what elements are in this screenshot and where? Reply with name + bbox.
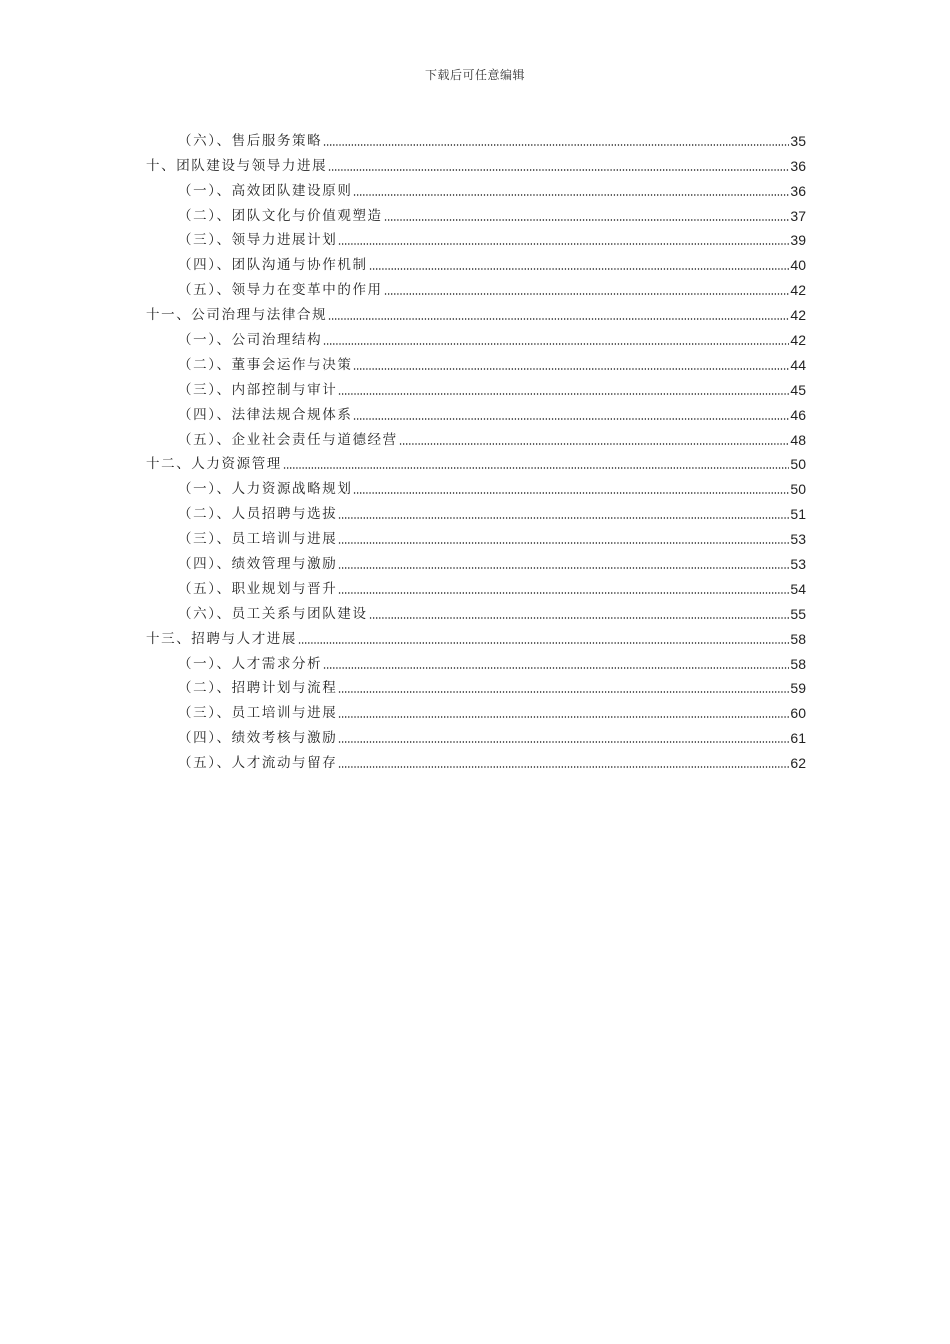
toc-section-entry[interactable] bbox=[146, 175, 806, 200]
toc-entry-title: （三）、内部控制与审计 bbox=[178, 381, 338, 398]
toc-entry-title: （一）、人力资源战略规划 bbox=[178, 481, 353, 498]
toc-entry-title: 十、团队建设与领导力进展 bbox=[146, 157, 328, 174]
toc-dot-leader bbox=[283, 467, 790, 469]
toc-entry-page-number: 42 bbox=[790, 282, 806, 299]
toc-dot-leader bbox=[298, 642, 789, 644]
toc-section-entry[interactable] bbox=[146, 498, 806, 523]
toc-section-entry[interactable] bbox=[146, 747, 806, 772]
toc-dot-leader bbox=[353, 368, 789, 370]
toc-entry-page-number: 50 bbox=[790, 481, 806, 498]
toc-entry-page-number: 35 bbox=[790, 132, 806, 149]
toc-dot-leader bbox=[338, 393, 789, 395]
toc-entry-title: 十二、人力资源管理 bbox=[146, 456, 282, 473]
toc-entry-page-number: 53 bbox=[790, 556, 806, 573]
toc-entry-page-number: 46 bbox=[790, 406, 806, 423]
toc-dot-leader bbox=[384, 293, 790, 295]
toc-dot-leader bbox=[369, 617, 790, 619]
toc-dot-leader bbox=[338, 592, 789, 594]
toc-entry-title: （五）、领导力在变革中的作用 bbox=[178, 282, 383, 299]
toc-entry-title: （四）、绩效管理与激励 bbox=[178, 556, 338, 573]
toc-entry-title: （四）、团队沟通与协作机制 bbox=[178, 257, 368, 274]
toc-entry-page-number: 60 bbox=[790, 705, 806, 722]
toc-entry-title: 十三、招聘与人才进展 bbox=[146, 630, 297, 647]
toc-entry-page-number: 37 bbox=[790, 207, 806, 224]
toc-dot-leader bbox=[353, 418, 789, 420]
toc-entry-page-number: 36 bbox=[790, 182, 806, 199]
toc-entry-page-number: 55 bbox=[790, 605, 806, 622]
toc-entry-title: （五）、职业规划与晋升 bbox=[178, 580, 338, 597]
toc-dot-leader bbox=[323, 667, 789, 669]
toc-chapter-entry[interactable] bbox=[146, 623, 806, 648]
toc-chapter-entry[interactable] bbox=[146, 299, 806, 324]
toc-entry-title: 十一、公司治理与法律合规 bbox=[146, 307, 328, 324]
toc-entry-title: （六）、员工关系与团队建设 bbox=[178, 605, 368, 622]
toc-dot-leader bbox=[353, 492, 789, 494]
toc-entry-page-number: 51 bbox=[790, 506, 806, 523]
toc-dot-leader bbox=[338, 567, 789, 569]
toc-dot-leader bbox=[328, 169, 789, 171]
toc-entry-page-number: 59 bbox=[790, 680, 806, 697]
toc-dot-leader bbox=[323, 144, 789, 146]
toc-entry-title: （一）、人才需求分析 bbox=[178, 655, 323, 672]
toc-section-entry[interactable] bbox=[146, 424, 806, 449]
toc-entry-page-number: 54 bbox=[790, 580, 806, 597]
toc-entry-page-number: 48 bbox=[790, 431, 806, 448]
toc-section-entry[interactable] bbox=[146, 249, 806, 274]
toc-entry-page-number: 45 bbox=[790, 381, 806, 398]
toc-dot-leader bbox=[338, 517, 789, 519]
toc-entry-title: （二）、团队文化与价值观塑造 bbox=[178, 207, 383, 224]
toc-entry-page-number: 39 bbox=[790, 232, 806, 249]
toc-section-entry[interactable] bbox=[146, 473, 806, 498]
toc-entry-title: （四）、绩效考核与激励 bbox=[178, 730, 338, 747]
toc-dot-leader bbox=[323, 343, 789, 345]
toc-section-entry[interactable] bbox=[146, 722, 806, 747]
toc-entry-page-number: 40 bbox=[790, 257, 806, 274]
toc-section-entry[interactable] bbox=[146, 399, 806, 424]
toc-section-entry[interactable] bbox=[146, 548, 806, 573]
toc-dot-leader bbox=[353, 194, 789, 196]
toc-entry-title: （五）、企业社会责任与道德经营 bbox=[178, 431, 398, 448]
toc-section-entry[interactable] bbox=[146, 274, 806, 299]
toc-section-entry[interactable] bbox=[146, 374, 806, 399]
toc-entry-title: （四）、法律法规合规体系 bbox=[178, 406, 353, 423]
toc-section-entry[interactable] bbox=[146, 673, 806, 698]
toc-chapter-entry[interactable] bbox=[146, 150, 806, 175]
toc-dot-leader bbox=[338, 716, 789, 718]
toc-entry-page-number: 50 bbox=[790, 456, 806, 473]
table-of-contents bbox=[146, 125, 806, 772]
toc-entry-title: （五）、人才流动与留存 bbox=[178, 755, 338, 772]
toc-entry-title: （一）、高效团队建设原则 bbox=[178, 182, 353, 199]
toc-dot-leader bbox=[384, 219, 790, 221]
toc-entry-title: （三）、员工培训与进展 bbox=[178, 531, 338, 548]
toc-entry-page-number: 44 bbox=[790, 356, 806, 373]
toc-entry-page-number: 58 bbox=[790, 655, 806, 672]
toc-entry-title: （三）、领导力进展计划 bbox=[178, 232, 338, 249]
toc-dot-leader bbox=[338, 741, 789, 743]
toc-section-entry[interactable] bbox=[146, 324, 806, 349]
toc-dot-leader bbox=[399, 443, 790, 445]
toc-section-entry[interactable] bbox=[146, 598, 806, 623]
toc-section-entry[interactable] bbox=[146, 125, 806, 150]
toc-section-entry[interactable] bbox=[146, 697, 806, 722]
toc-entry-page-number: 62 bbox=[790, 755, 806, 772]
toc-entry-page-number: 61 bbox=[790, 730, 806, 747]
toc-entry-title: （六）、售后服务策略 bbox=[178, 132, 323, 149]
toc-section-entry[interactable] bbox=[146, 200, 806, 225]
toc-entry-title: （一）、公司治理结构 bbox=[178, 332, 323, 349]
toc-entry-page-number: 42 bbox=[790, 307, 806, 324]
toc-dot-leader bbox=[338, 243, 789, 245]
toc-entry-title: （二）、董事会运作与决策 bbox=[178, 356, 353, 373]
toc-section-entry[interactable] bbox=[146, 349, 806, 374]
toc-entry-page-number: 53 bbox=[790, 531, 806, 548]
page-header: 下载后可任意编辑 bbox=[424, 68, 525, 82]
toc-entry-page-number: 58 bbox=[790, 630, 806, 647]
toc-section-entry[interactable] bbox=[146, 523, 806, 548]
toc-section-entry[interactable] bbox=[146, 648, 806, 673]
toc-section-entry[interactable] bbox=[146, 225, 806, 250]
toc-dot-leader bbox=[369, 268, 790, 270]
toc-dot-leader bbox=[328, 318, 789, 320]
toc-entry-title: （二）、招聘计划与流程 bbox=[178, 680, 338, 697]
toc-entry-title: （三）、员工培训与进展 bbox=[178, 705, 338, 722]
toc-chapter-entry[interactable] bbox=[146, 449, 806, 474]
toc-entry-title: （二）、人员招聘与选拔 bbox=[178, 506, 338, 523]
toc-dot-leader bbox=[338, 542, 789, 544]
toc-dot-leader bbox=[338, 691, 789, 693]
toc-section-entry[interactable] bbox=[146, 573, 806, 598]
toc-dot-leader bbox=[338, 766, 789, 768]
toc-entry-page-number: 36 bbox=[790, 157, 806, 174]
toc-entry-page-number: 42 bbox=[790, 332, 806, 349]
